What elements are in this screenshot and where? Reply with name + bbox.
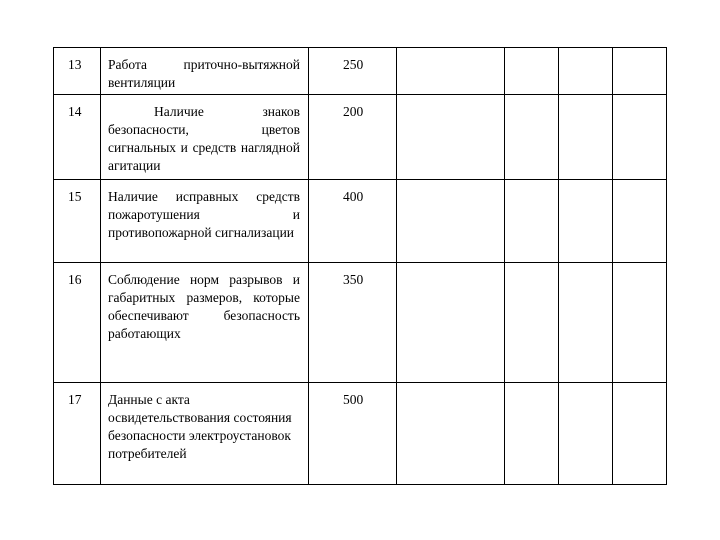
table-row: [54, 95, 667, 180]
row-description: Наличие знаков безопасности, цветов сигнальных и средств наглядной агитации: [101, 95, 309, 180]
empty-cell: [397, 263, 505, 383]
score-table: [53, 47, 667, 485]
row-description: Соблюдение норм разрывов и габаритных размеров, которые обеспечивают безопасность работающих: [101, 263, 309, 383]
empty-cell: [505, 48, 559, 95]
row-score: 350: [309, 263, 397, 383]
empty-cell: [505, 95, 559, 180]
row-score: 250: [309, 48, 397, 95]
empty-cell: [505, 263, 559, 383]
empty-cell: [397, 383, 505, 485]
row-description: Наличие исправных средств пожаротушения и противопожарной сигнализации: [101, 180, 309, 263]
row-number: 17: [54, 383, 101, 485]
empty-cell: [613, 383, 667, 485]
row-score: 400: [309, 180, 397, 263]
empty-cell: [397, 48, 505, 95]
empty-cell: [559, 263, 613, 383]
row-number: 15: [54, 180, 101, 263]
empty-cell: [559, 383, 613, 485]
empty-cell: [559, 180, 613, 263]
table-row: [54, 180, 667, 263]
empty-cell: [559, 48, 613, 95]
table-row: [54, 48, 667, 95]
empty-cell: [505, 383, 559, 485]
empty-cell: [559, 95, 613, 180]
empty-cell: [613, 48, 667, 95]
row-description: Работа приточно-вытяжной вентиляции: [101, 48, 309, 95]
empty-cell: [613, 263, 667, 383]
row-number: 14: [54, 95, 101, 180]
table-row: [54, 263, 667, 383]
row-number: 13: [54, 48, 101, 95]
empty-cell: [505, 180, 559, 263]
row-description: Данные с акта освидетельствования состояния безопасности электроустановок потребителей: [101, 383, 309, 485]
row-score: 200: [309, 95, 397, 180]
row-score: 500: [309, 383, 397, 485]
row-number: 16: [54, 263, 101, 383]
table-row: [54, 383, 667, 485]
empty-cell: [397, 95, 505, 180]
empty-cell: [613, 180, 667, 263]
empty-cell: [613, 95, 667, 180]
empty-cell: [397, 180, 505, 263]
